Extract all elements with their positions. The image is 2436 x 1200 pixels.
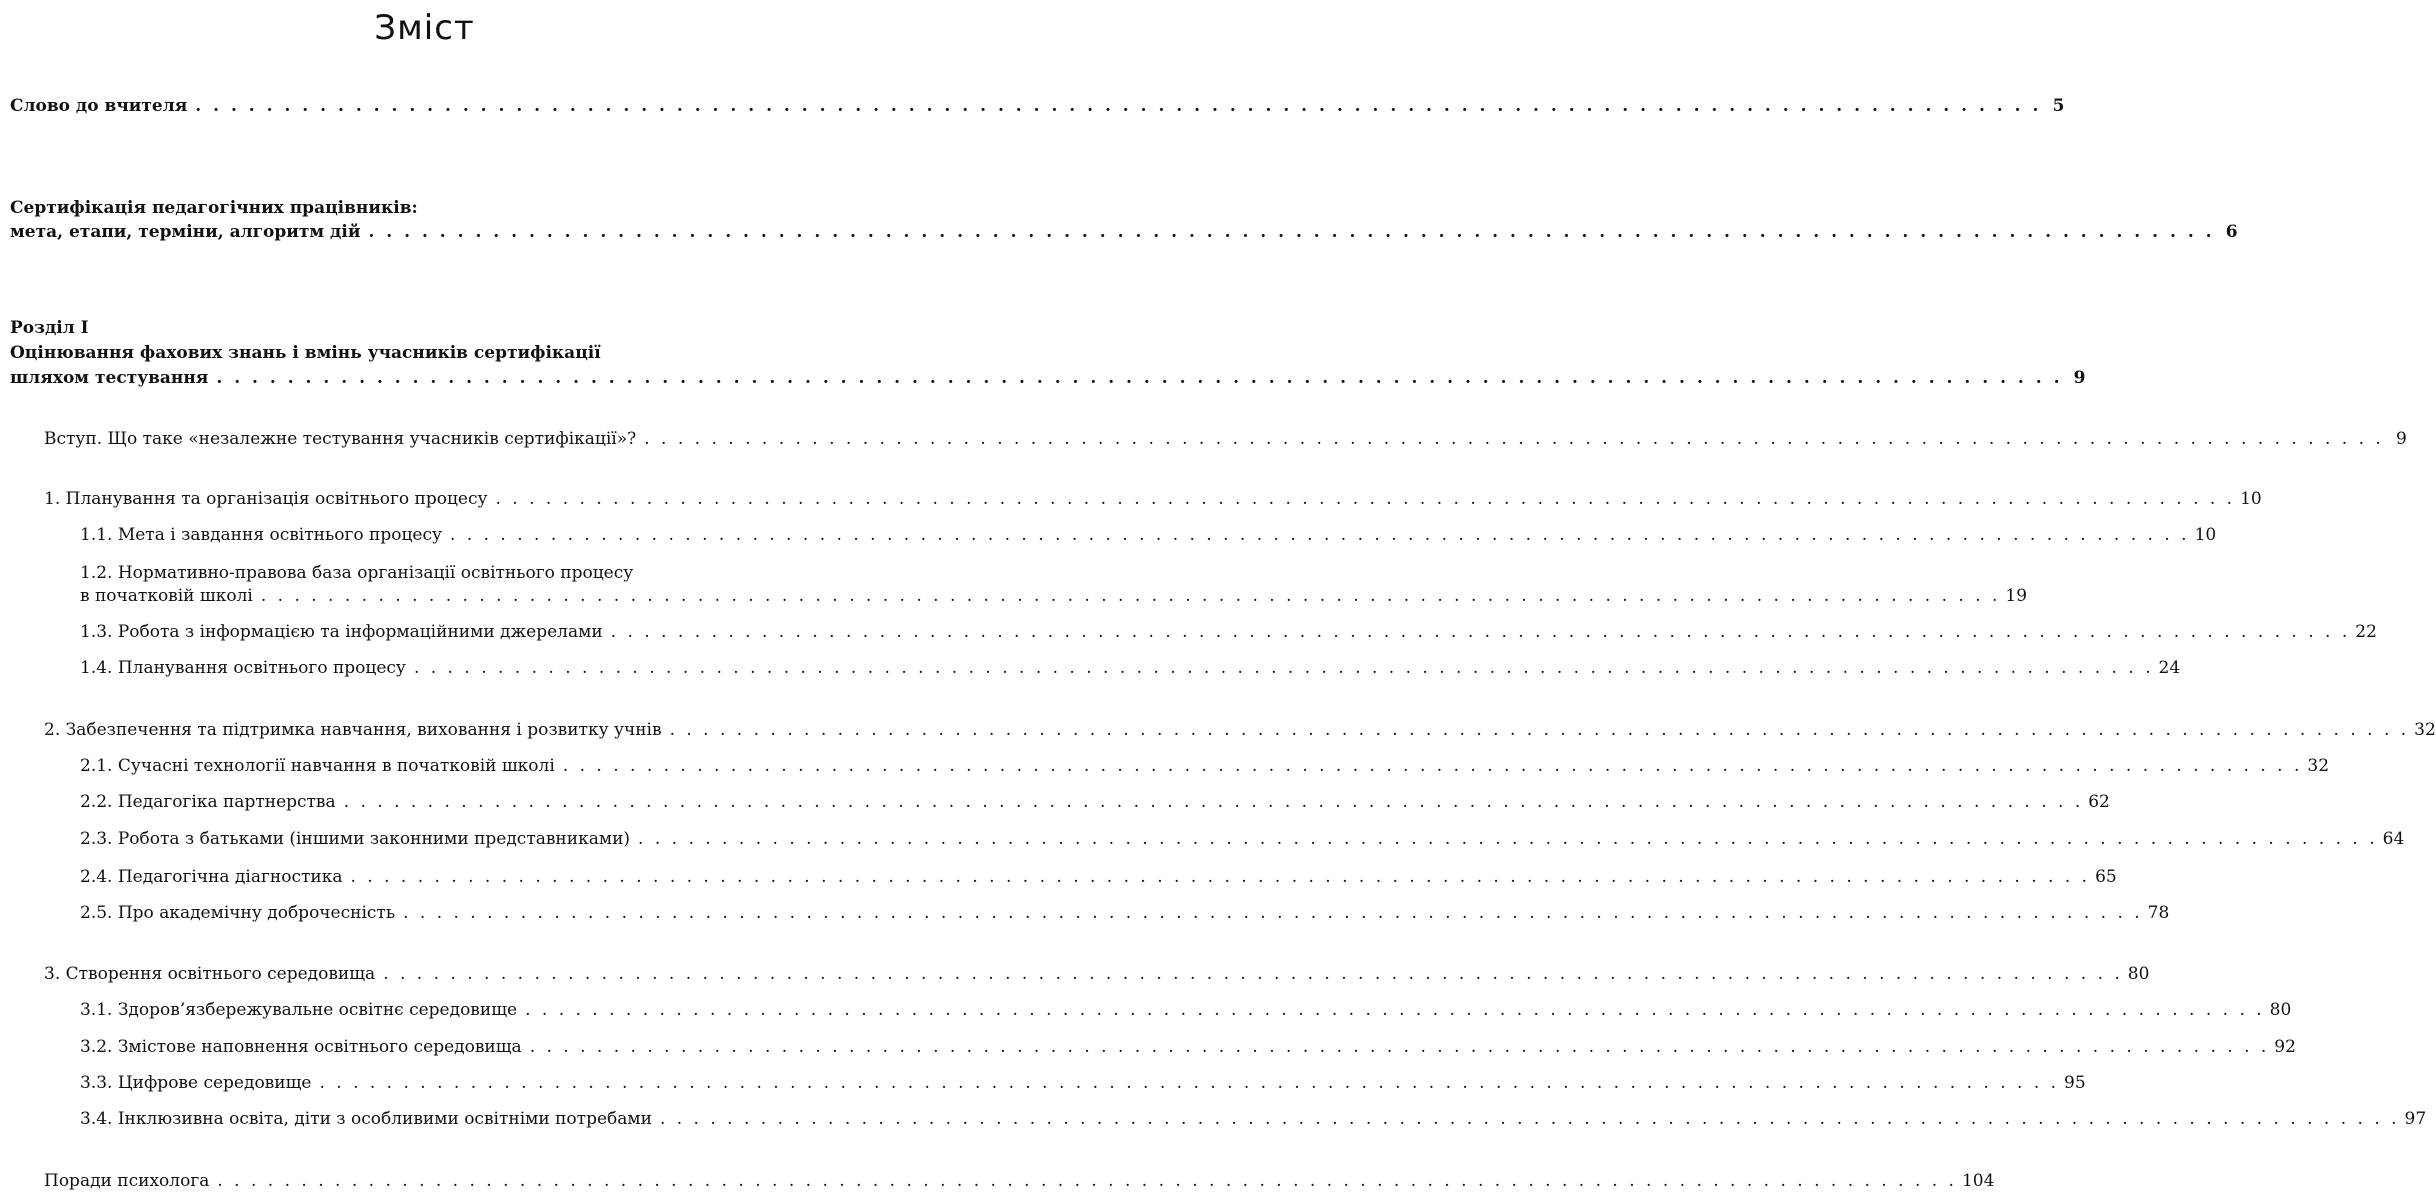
toc-leader-dots [261, 585, 1998, 607]
toc-leader-dots [195, 95, 2038, 117]
toc-entry-vstup[interactable] [44, 428, 2407, 450]
toc-entry-rozdil1-line1: Оцінювання фахових знань і вмінь учасників сертифікації [10, 343, 601, 363]
toc-entry-s1-4[interactable] [80, 657, 2181, 679]
toc-entry-label: 1.4. Планування освітнього процесу [80, 658, 406, 678]
toc-page-number: 64 [2382, 829, 2405, 849]
section-heading-rozdil1: Розділ І [10, 318, 89, 338]
toc-entry-s2-4[interactable] [80, 866, 2117, 888]
toc-entry-slovo[interactable] [10, 95, 2065, 117]
toc-leader-dots [368, 221, 2211, 243]
toc-page-number: 9 [2396, 429, 2407, 449]
toc-entry-label: Слово до вчителя [10, 96, 188, 116]
toc-leader-dots [525, 999, 2262, 1021]
toc-entry-label: 1. Планування та організація освітнього процесу [44, 489, 488, 509]
toc-leader-dots [670, 719, 2407, 741]
toc-leader-dots [530, 1036, 2267, 1058]
toc-entry-s1-2[interactable] [80, 585, 2028, 607]
toc-entry-label: Поради психолога [44, 1171, 210, 1191]
toc-entry-porady[interactable] [44, 1170, 1995, 1192]
toc-entry-s3-1[interactable] [80, 999, 2292, 1021]
toc-entry-label: 1.1. Мета і завдання освітнього процесу [80, 525, 442, 545]
toc-entry-s2-2[interactable] [80, 791, 2110, 813]
toc-leader-dots [319, 1072, 2056, 1094]
toc-page-number: 92 [2274, 1037, 2296, 1057]
toc-page-number: 19 [2005, 586, 2028, 606]
toc-leader-dots [563, 755, 2300, 777]
toc-page-number: 22 [2355, 622, 2377, 642]
toc-leader-dots [216, 367, 2059, 389]
toc-entry-s3-2[interactable] [80, 1036, 2296, 1058]
toc-entry-label: 2.1. Сучасні технології навчання в початковій школі [80, 756, 555, 776]
toc-entry-s2[interactable] [44, 719, 2436, 741]
toc-leader-dots [414, 657, 2151, 679]
toc-entry-s2-5[interactable] [80, 902, 2170, 924]
toc-entry-label: 2.4. Педагогічна діагностика [80, 867, 343, 887]
toc-leader-dots [217, 1170, 1954, 1192]
toc-leader-dots [383, 963, 2120, 985]
toc-entry-s1[interactable] [44, 488, 2262, 510]
toc-leader-dots [350, 866, 2087, 888]
toc-page-number: 10 [2240, 489, 2262, 509]
toc-page-number: 62 [2088, 792, 2110, 812]
toc-page-number: 10 [2194, 525, 2217, 545]
toc-leader-dots [344, 791, 2081, 813]
toc-entry-sertyfikatsiia-line1: Сертифікація педагогічних працівників: [10, 198, 418, 218]
toc-entry-label: 2.2. Педагогіка партнерства [80, 792, 336, 812]
toc-entry-label: 2. Забезпечення та підтримка навчання, виховання і розвитку учнів [44, 720, 662, 740]
toc-entry-label: 3.1. Здоров’язбережувальне освітнє середовище [80, 1000, 518, 1020]
toc-entry-label: 3. Створення освітнього середовища [44, 964, 376, 984]
toc-page-number: 32 [2414, 720, 2436, 740]
toc-page-number: 78 [2147, 903, 2170, 923]
toc-entry-s1-1[interactable] [80, 524, 2217, 546]
toc-entry-label: 3.3. Цифрове середовище [80, 1073, 312, 1093]
toc-page-number: 65 [2095, 867, 2117, 887]
toc-entry-label: 3.4. Інклюзивна освіта, діти з особливими освітніми потребами [80, 1109, 652, 1129]
toc-entry-s3-3[interactable] [80, 1072, 2086, 1094]
toc-entry-label: в початковій школі [80, 586, 253, 606]
toc-page-number: 6 [2225, 222, 2238, 242]
toc-entry-sertyfikatsiia[interactable] [10, 221, 2238, 243]
toc-entry-s3[interactable] [44, 963, 2150, 985]
toc-entry-s1-3[interactable] [80, 621, 2377, 643]
toc-leader-dots [611, 621, 2348, 643]
toc-leader-dots [403, 902, 2140, 924]
toc-leader-dots [644, 428, 2381, 450]
toc-entry-label: Вступ. Що таке «незалежне тестування учасників сертифікації»? [44, 429, 637, 449]
toc-page-number: 104 [1961, 1171, 1995, 1191]
toc-leader-dots [450, 524, 2187, 546]
toc-page-number: 5 [2052, 96, 2065, 116]
page-title: Зміст [374, 8, 475, 48]
toc-leader-dots [660, 1108, 2397, 1130]
toc-page-number: 24 [2158, 658, 2181, 678]
toc-page-number: 9 [2073, 368, 2086, 388]
toc-page-number: 32 [2307, 756, 2330, 776]
toc-entry-label: мета, етапи, терміни, алгоритм дій [10, 222, 361, 242]
toc-entry-label: 2.5. Про академічну доброчесність [80, 903, 396, 923]
toc-leader-dots [638, 828, 2375, 850]
toc-leader-dots [496, 488, 2233, 510]
toc-entry-label: шляхом тестування [10, 368, 209, 388]
toc-page-number: 95 [2064, 1073, 2086, 1093]
toc-entry-rozdil1[interactable] [10, 367, 2086, 389]
toc-entry-label: 2.3. Робота з батьками (іншими законними представниками) [80, 829, 631, 849]
toc-entry-s2-3[interactable] [80, 828, 2405, 850]
toc-page-number: 80 [2127, 964, 2150, 984]
toc-entry-s3-4[interactable] [80, 1108, 2427, 1130]
toc-entry-label: 1.3. Робота з інформацією та інформаційними джерелами [80, 622, 603, 642]
toc-page-number: 80 [2269, 1000, 2292, 1020]
toc-page-number: 97 [2404, 1109, 2427, 1129]
toc-entry-s1-2-line1: 1.2. Нормативно-правова база організації освітнього процесу [80, 563, 634, 583]
toc-entry-label: 3.2. Змістове наповнення освітнього середовища [80, 1037, 522, 1057]
toc-entry-s2-1[interactable] [80, 755, 2330, 777]
